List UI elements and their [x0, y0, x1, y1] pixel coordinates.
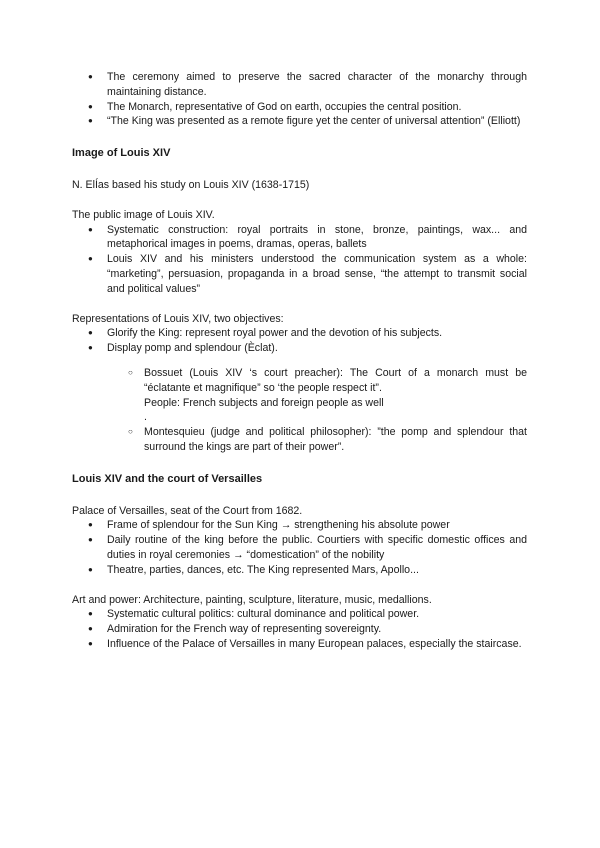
list-item: ● Systematic construction: royal portraits in stone, bronze, paintings, wax... and metaphorical images in poems, dramas, operas, ballets: [72, 223, 527, 253]
list-item: ● Influence of the Palace of Versailles in many European palaces, especially the staircase.: [72, 637, 527, 652]
palace-bullet-list: [72, 518, 527, 577]
bossuet-dot: .: [144, 411, 147, 424]
representations-label: Representations of Louis XIV, two objectives:: [72, 312, 284, 325]
list-item: ● Theatre, parties, dances, etc. The King represented Mars, Apollo...: [72, 563, 527, 578]
elias-line: N. ElÍas based his study on Louis XIV (1638-1715): [72, 178, 310, 191]
section-heading-court-of-versailles: Louis XIV and the court of Versailles: [72, 472, 263, 485]
quotes-sub-bullet-list: [72, 366, 527, 455]
list-item: ● The ceremony aimed to preserve the sacred character of the monarchy through maintaining distance.: [72, 70, 527, 100]
intro-bullet-list: [72, 70, 527, 129]
list-item: ● Louis XIV and his ministers understood the communication system as a whole: “marketing”, persuasion, propaganda in a broad sense, “the attempt to transmit social and political values”: [72, 252, 527, 296]
section-heading-image-of-louis: Image of Louis XIV: [72, 147, 171, 160]
list-item: ● “The King was presented as a remote figure yet the center of universal attention” (Elliott): [72, 114, 527, 129]
list-item: ● Frame of splendour for the Sun King → strengthening his absolute power: [72, 518, 527, 533]
palace-label: Palace of Versailles, seat of the Court from 1682.: [72, 504, 303, 517]
list-item-montesquieu: ○ Montesquieu (judge and political philosopher): ”the pomp and splendour that surround the kings are part of their power”.: [72, 425, 527, 455]
public-image-label: The public image of Louis XIV.: [72, 208, 215, 221]
list-item: ● Daily routine of the king before the public. Courtiers with specific domestic offices and duties in royal ceremonies → “domestication” of the nobility: [72, 533, 527, 563]
list-item: ● Systematic cultural politics: cultural dominance and political power.: [72, 607, 527, 622]
bossuet-people-note: People: French subjects and foreign people as well: [144, 396, 384, 409]
list-item: ● The Monarch, representative of God on earth, occupies the central position.: [72, 100, 527, 115]
art-bullet-list: [72, 607, 527, 651]
list-item-bossuet: [72, 366, 527, 425]
bossuet-quote: ○ Bossuet (Louis XIV ‘s court preacher): The Court of a monarch must be “éclatante et magnifique” so ‘the people respect it”.: [144, 366, 527, 394]
list-item: ● Display pomp and splendour (Èclat).: [72, 341, 527, 356]
representations-bullet-list: [72, 326, 527, 356]
document-page: [72, 70, 527, 652]
public-image-bullet-list: [72, 223, 527, 297]
list-item: ● Admiration for the French way of representing sovereignty.: [72, 622, 527, 637]
list-item: ● Glorify the King: represent royal power and the devotion of his subjects.: [72, 326, 527, 341]
art-and-power-label: Art and power: Architecture, painting, sculpture, literature, music, medallions.: [72, 593, 432, 606]
